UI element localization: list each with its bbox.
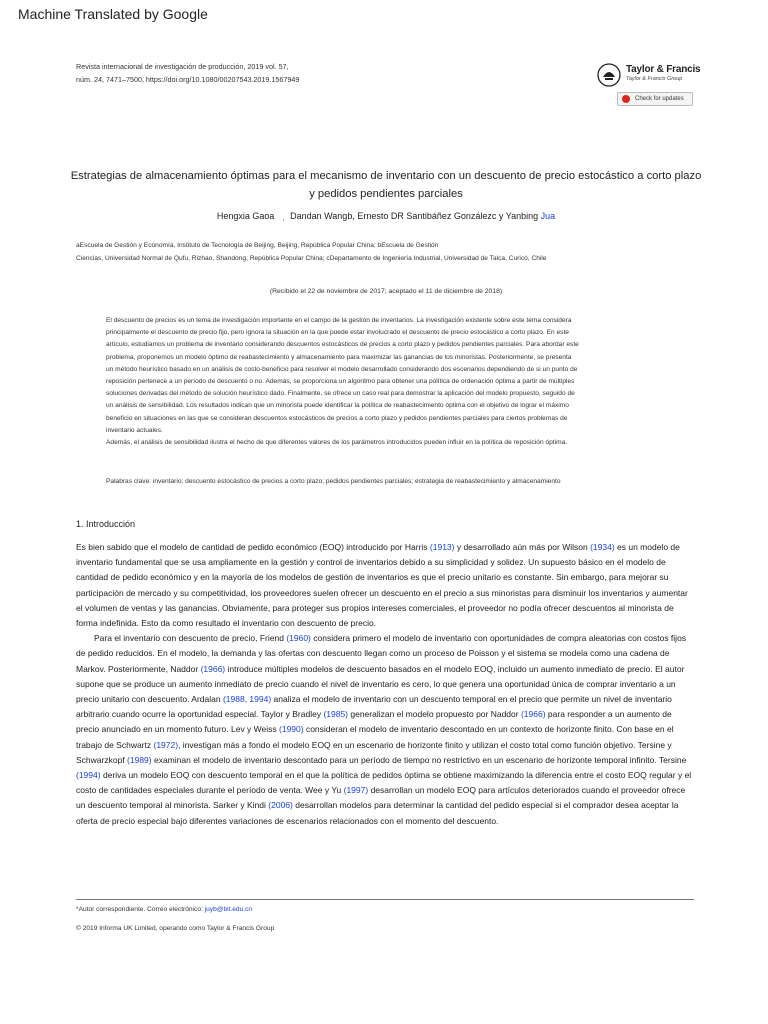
check-for-updates-button[interactable] xyxy=(617,92,693,106)
publisher-name: Taylor & Francis xyxy=(626,64,701,75)
body-text xyxy=(76,540,696,829)
crossmark-icon xyxy=(622,95,630,103)
paragraph-text: y desarrollado aún más por Wilson xyxy=(454,542,591,552)
abstract-line: El descuento de precios es un tema de investigación importante en el campo de la gestión de inventarios. La investigación existente sobre este tema considera xyxy=(106,317,572,324)
citation-link[interactable]: (1966) xyxy=(200,663,226,674)
abstract-line: un análisis de sensibilidad. Los resultados indican que un minorista puede identificar la política de reabastecimiento óptima con el objetivo de lograr el máximo xyxy=(106,402,569,410)
paragraph-text: , investigan más a fondo el modelo EOQ en un escenario de horizonte finito y utilizan el costo total como función objetivo. Tersine y Schwarzkopf xyxy=(76,739,672,765)
publisher-logo-icon xyxy=(596,62,622,88)
journal-line-1: Revista internacional de investigación de producción, 2019 vol. 57, xyxy=(76,62,289,71)
footnote-divider xyxy=(76,899,694,900)
journal-citation xyxy=(76,60,476,86)
paragraph-text: introduce múltiples modelos de descuento basados en el modelo EOQ, incluido un aumento inmediato de precio. El autor supone que se produce un aumento inmediato de precio cuando el nivel de inventario es cero, lo que genera una oportunidad única de comprar inventario a un precio unitario con descuento. Ardalan xyxy=(76,663,685,705)
paragraph-text: para responder a un aumento de precio anunciado en un momento futuro. Lev y Weiss xyxy=(76,709,672,735)
corresponding-email-link[interactable]: juyb@bit.edu.cn xyxy=(204,906,253,913)
paragraph-text: desarrollan modelos para determinar la cantidad del pedido especial si el comprador desea aceptar la oferta de precio especial bajo diferentes variaciones de escenarios relacionados con el momento del descuento. xyxy=(76,800,679,826)
article-title: Estrategias de almacenamiento óptimas para el mecanismo de inventario con un descuento de precio estocástico a corto plazo y pedidos pendientes parciales xyxy=(70,170,702,200)
citation-link[interactable]: (1972) xyxy=(153,739,179,750)
paragraph-text: deriva un modelo EOQ con descuento temporal en el que la política de pedidos óptima se obtiene maximizando la diferencia entre el costo EOQ regular y el costo de cantidades especiales durante el período de venta. Wee y Yu xyxy=(76,770,692,796)
abstract-line: un método heurístico basado en un análisis de costo-beneficio para resolver el modelo desarrollado considerando dos escenarios dependiendo de si un punto de xyxy=(106,365,578,373)
citation-link[interactable]: (1934) xyxy=(590,542,615,552)
paragraph-text: examinan el modelo de inventario descontado para un período de tiempo no restrictivo en un escenario de horizonte temporal infinito. Tersine xyxy=(151,754,687,765)
paragraph-text: Para el inventario con descuento de precio, Friend xyxy=(94,633,287,644)
citation-link[interactable]: (1966) xyxy=(520,709,546,720)
section-heading: 1. Introducción xyxy=(76,519,136,529)
citation-link[interactable]: (1988, 1994) xyxy=(222,694,272,705)
received-dates: (Recibido el 22 de noviembre de 2017; aceptado el 11 de diciembre de 2018) xyxy=(269,288,503,295)
machine-translation-banner: Machine Translated by Google xyxy=(18,6,208,22)
abstract-line: beneficio en situaciones en las que se consideran descuentos estocásticos de precios a corto plazo y pedidos pendientes parciales para ciertos problemas de xyxy=(106,414,568,422)
footnote-label: *Autor correspondiente. Correo electrónico: xyxy=(76,906,205,913)
abstract-line: Además, el análisis de sensibilidad ilustra el hecho de que diferentes valores de los parámetros introducidos pueden influir en la política de reposición óptima. xyxy=(106,439,568,447)
citation-link[interactable]: (1997) xyxy=(343,785,369,796)
authors-rest: Dandan Wangb, Ernesto DR Santibáñez Gonzálezc y Yanbing xyxy=(290,211,539,221)
publisher-branding xyxy=(626,64,700,82)
abstract-line: artículo, estudiamos un problema de inventario considerando descuentos estocásticos de precios a corto plazo y pedidos pendientes parciales. Para abordar este xyxy=(106,341,579,349)
paragraph-text: desarrollan un modelo EOQ para artículos deteriorados cuando el proveedor ofrece un descuento temporal al minorista. Sarker y Kindi xyxy=(76,785,686,811)
footnote xyxy=(76,906,252,913)
paragraph-text: Es bien sabido que el modelo de cantidad de pedido económico (EOQ) introducido por Harris xyxy=(76,542,430,552)
abstract-line: problema, proponemos un modelo óptimo de reabastecimiento y almacenamiento para maximizar las ganancias de los minoristas. Posteriormente, se presenta xyxy=(106,353,572,361)
paragraph-text: generalizan el modelo propuesto por Naddor xyxy=(348,709,521,720)
author-list xyxy=(70,211,702,222)
citation-link[interactable]: (1985) xyxy=(323,709,349,720)
paragraph-2 xyxy=(76,631,696,829)
abstract-line: reposición pertenece a un período de descuento o no. Además, se proporciona un algoritmo para obtener una política de ordenación óptima a partir de múltiples xyxy=(106,378,575,386)
abstract-line: inventario actuales. xyxy=(106,426,163,434)
citation-link[interactable]: (2006) xyxy=(268,800,293,811)
abstract-line: principalmente el descuento de precio fijo, pero ignora la situación en la que puede estar involucrado el descuento de precio estocástico a corto plazo. En este xyxy=(106,329,569,337)
citation-link[interactable]: (1913) xyxy=(429,542,455,552)
affiliations xyxy=(76,239,696,265)
check-for-updates-label: Check for updates xyxy=(635,96,684,102)
affiliation-line-2: Ciencias, Universidad Normal de Qufu, Rizhao, Shandong, República Popular China; cDepartamento de Ingeniería Industrial, Universidad de Talca, Curicó, Chile xyxy=(76,255,547,262)
citation-link[interactable]: (1994) xyxy=(76,770,101,781)
paragraph-text: analiza el modelo de inventario con un descuento temporal en el precio que permite un nivel de inventario arbitrario cuando ocurre la oportunidad especial. Taylor y Bradley xyxy=(76,694,672,720)
corresponding-author-link[interactable]: Jua xyxy=(540,211,556,221)
affiliation-line-1: aEscuela de Gestión y Economía, Instituto de Tecnología de Beijing, Beijing, República Popular China; bEscuela de Gestión xyxy=(76,242,439,249)
keywords: Palabras clave: inventario; descuento estocástico de precios a corto plazo; pedidos pendientes parciales; estrategia de reabastecimiento y almacenamiento xyxy=(106,478,561,485)
author-1: Hengxia Gaoa xyxy=(216,211,275,221)
abstract xyxy=(106,315,666,449)
citation-link[interactable]: (1960) xyxy=(286,633,311,644)
paragraph-text: considera primero el modelo de inventario con oportunidades de compra aleatorias con costos fijos de pedido reducidos. En el modelo, la demanda y las ofertas con descuento llegan como un proceso de Poisson y el sistema se modela como una cadena de Markov. Posteriormente, Naddor xyxy=(76,633,687,674)
abstract-line: soluciones derivadas del método de solución heurístico dado. Finalmente, se ofrece un caso real para demostrar la aplicación del modelo propuesto, seguido de xyxy=(106,390,575,398)
author-separator: , xyxy=(282,216,285,222)
citation-link[interactable]: (1990) xyxy=(279,724,304,735)
journal-line-2[interactable]: núm. 24, 7471–7500, https://doi.org/10.1080/00207543.2019.1567949 xyxy=(76,75,300,84)
citation-link[interactable]: (1989) xyxy=(127,754,152,765)
paragraph-text: es un modelo de inventario fundamental que se usa ampliamente en la gestión y control de inventarios debido a su simplicidad y solidez. Un supuesto básico en el modelo de cantidad de pedido económico y en la mayoría de los modelos de gestión de inventarios es que el precio unitario es constante. Sin embargo, para mejorar su participación de mercado y su competitividad, los proveedores suelen ofrecer un descuento en el precio a sus minoristas para disminuir los inventarios y aumentar el volumen de ventas y las ganancias. Obviamente, para proteger sus propios intereses comerciales, el proveedor no podía ofrecer descuentos al minorista de forma indefinida. Esto da como resultado el inventario con descuento de precio. xyxy=(76,542,688,629)
copyright: © 2019 Informa UK Limited, operando como Taylor & Francis Group xyxy=(76,925,275,932)
paragraph-text: consideran el modelo de inventario descontado en un contexto de horizonte finito. Con base en el trabajo de Schwartz xyxy=(76,724,674,750)
paragraph-1 xyxy=(76,540,696,631)
publisher-group: Taylor & Francis Group xyxy=(626,76,683,82)
